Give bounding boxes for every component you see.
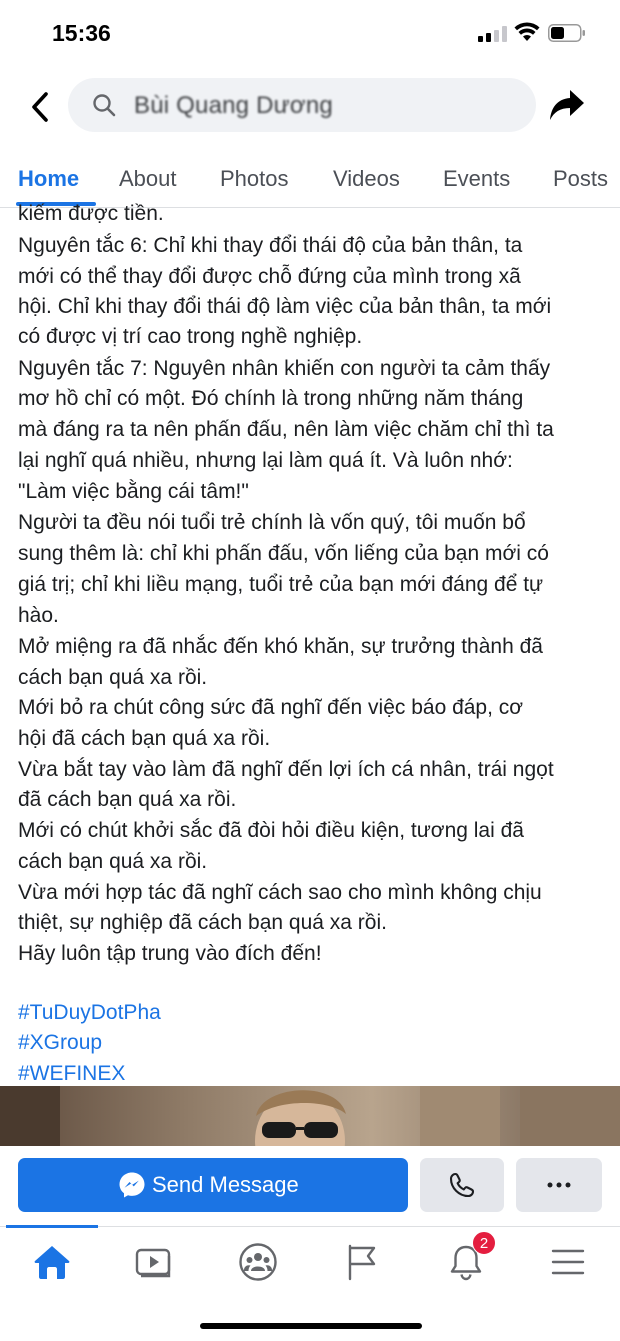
- messenger-icon: [118, 1171, 146, 1199]
- nav-pages[interactable]: [332, 1237, 392, 1287]
- status-time: 15:36: [52, 20, 111, 46]
- search-query: Bùi Quang Dương: [134, 92, 333, 119]
- post-line: "Làm việc bằng cái tâm!": [18, 480, 249, 503]
- home-icon: [33, 1244, 71, 1280]
- post-line: thiệt, sự nghiệp đã cách bạn quá xa rồi.: [18, 911, 387, 934]
- post-line: mới có thể thay đổi được chỗ đứng của mình trong xã: [18, 265, 521, 288]
- post-line: Vừa mới hợp tác đã nghĩ cách sao cho mình không chịu: [18, 881, 542, 904]
- post-line: lại nghĩ quá nhiều, nhưng lại làm quá ít. Và luôn nhớ:: [18, 449, 513, 472]
- tab-photos[interactable]: Photos: [220, 166, 289, 191]
- post-line: hội. Chỉ khi thay đổi thái độ làm việc của bản thân, ta mới: [18, 295, 552, 318]
- send-message-button[interactable]: [18, 1158, 408, 1212]
- hashtag-link[interactable]: #XGroup: [18, 1031, 103, 1054]
- tab-about[interactable]: About: [119, 166, 177, 191]
- notification-badge: 2: [472, 1231, 496, 1255]
- watch-icon: [135, 1246, 173, 1278]
- nav-groups[interactable]: [228, 1237, 288, 1287]
- post-line: Hãy luôn tập trung vào đích đến!: [18, 942, 322, 965]
- hashtag-link[interactable]: #TuDuyDotPha: [18, 1001, 161, 1024]
- post-line: giá trị; chỉ khi liều mạng, tuổi trẻ của bạn mới đáng để tự: [18, 573, 544, 596]
- phone-icon: [449, 1172, 475, 1198]
- menu-icon: [551, 1248, 585, 1276]
- post-line: Mới bỏ ra chút công sức đã nghĩ đến việc báo đáp, cơ: [18, 696, 524, 719]
- post-line: hội đã cách bạn quá xa rồi.: [18, 727, 271, 750]
- page-action-bar: [0, 1146, 620, 1226]
- more-options-button[interactable]: [516, 1158, 602, 1212]
- back-arrow-icon[interactable]: [28, 88, 54, 126]
- post-line: Mới có chút khởi sắc đã đòi hỏi điều kiện, tương lai đã: [18, 819, 524, 842]
- cellular-signal-icon: [478, 26, 508, 42]
- nav-watch[interactable]: [124, 1237, 184, 1287]
- tab-posts[interactable]: Posts: [553, 166, 609, 191]
- post-line: Mở miệng ra đã nhắc đến khó khăn, sự trưởng thành đã: [18, 635, 543, 658]
- send-message-label: Send Message: [152, 1172, 299, 1197]
- post-line: kiếm được tiền.: [18, 202, 164, 225]
- post-line: Vừa bắt tay vào làm đã nghĩ đến lợi ích cá nhân, trái ngọt: [18, 758, 554, 781]
- pages-flag-icon: [345, 1243, 379, 1281]
- search-header: [0, 68, 620, 146]
- nav-menu[interactable]: [538, 1237, 598, 1287]
- post-line: cách bạn quá xa rồi.: [18, 850, 208, 873]
- nav-home[interactable]: [22, 1237, 82, 1287]
- wifi-icon: [514, 22, 540, 42]
- bottom-navigation: [0, 1226, 620, 1341]
- post-line: cách bạn quá xa rồi.: [18, 666, 208, 689]
- post-line: đã cách bạn quá xa rồi.: [18, 788, 237, 811]
- search-icon: [92, 93, 116, 117]
- status-bar: [0, 0, 620, 68]
- post-line: mà đáng ra ta nên phấn đấu, nên làm việc chăm chỉ thì ta: [18, 418, 554, 441]
- post-line: có được vị trí cao trong nghề nghiệp.: [18, 325, 363, 348]
- search-input[interactable]: [68, 78, 536, 132]
- more-icon: [547, 1182, 571, 1188]
- post-line: sung thêm là: chỉ khi phấn đấu, vốn liếng của bạn mới có: [18, 542, 549, 565]
- tab-videos[interactable]: Videos: [333, 166, 400, 191]
- tab-home[interactable]: Home: [18, 166, 80, 191]
- active-nav-indicator: [6, 1225, 98, 1228]
- groups-icon: [238, 1242, 278, 1282]
- post-line: Nguyên tắc 6: Chỉ khi thay đổi thái độ của bản thân, ta: [18, 234, 523, 257]
- post-line: mơ hồ chỉ có một. Đó chính là trong những năm tháng: [18, 387, 524, 410]
- battery-icon: [548, 24, 586, 42]
- home-indicator: [200, 1323, 422, 1329]
- post-line: hào.: [18, 604, 59, 627]
- post-text: [18, 202, 608, 1085]
- call-button[interactable]: [420, 1158, 504, 1212]
- post-line: Người ta đều nói tuổi trẻ chính là vốn quý, tôi muốn bổ: [18, 511, 526, 534]
- tab-events[interactable]: Events: [443, 166, 511, 191]
- share-icon[interactable]: [548, 86, 586, 124]
- hashtag-link[interactable]: #WEFINEX: [18, 1062, 126, 1085]
- post-line: Nguyên tắc 7: Nguyên nhân khiến con người ta cảm thấy: [18, 357, 551, 380]
